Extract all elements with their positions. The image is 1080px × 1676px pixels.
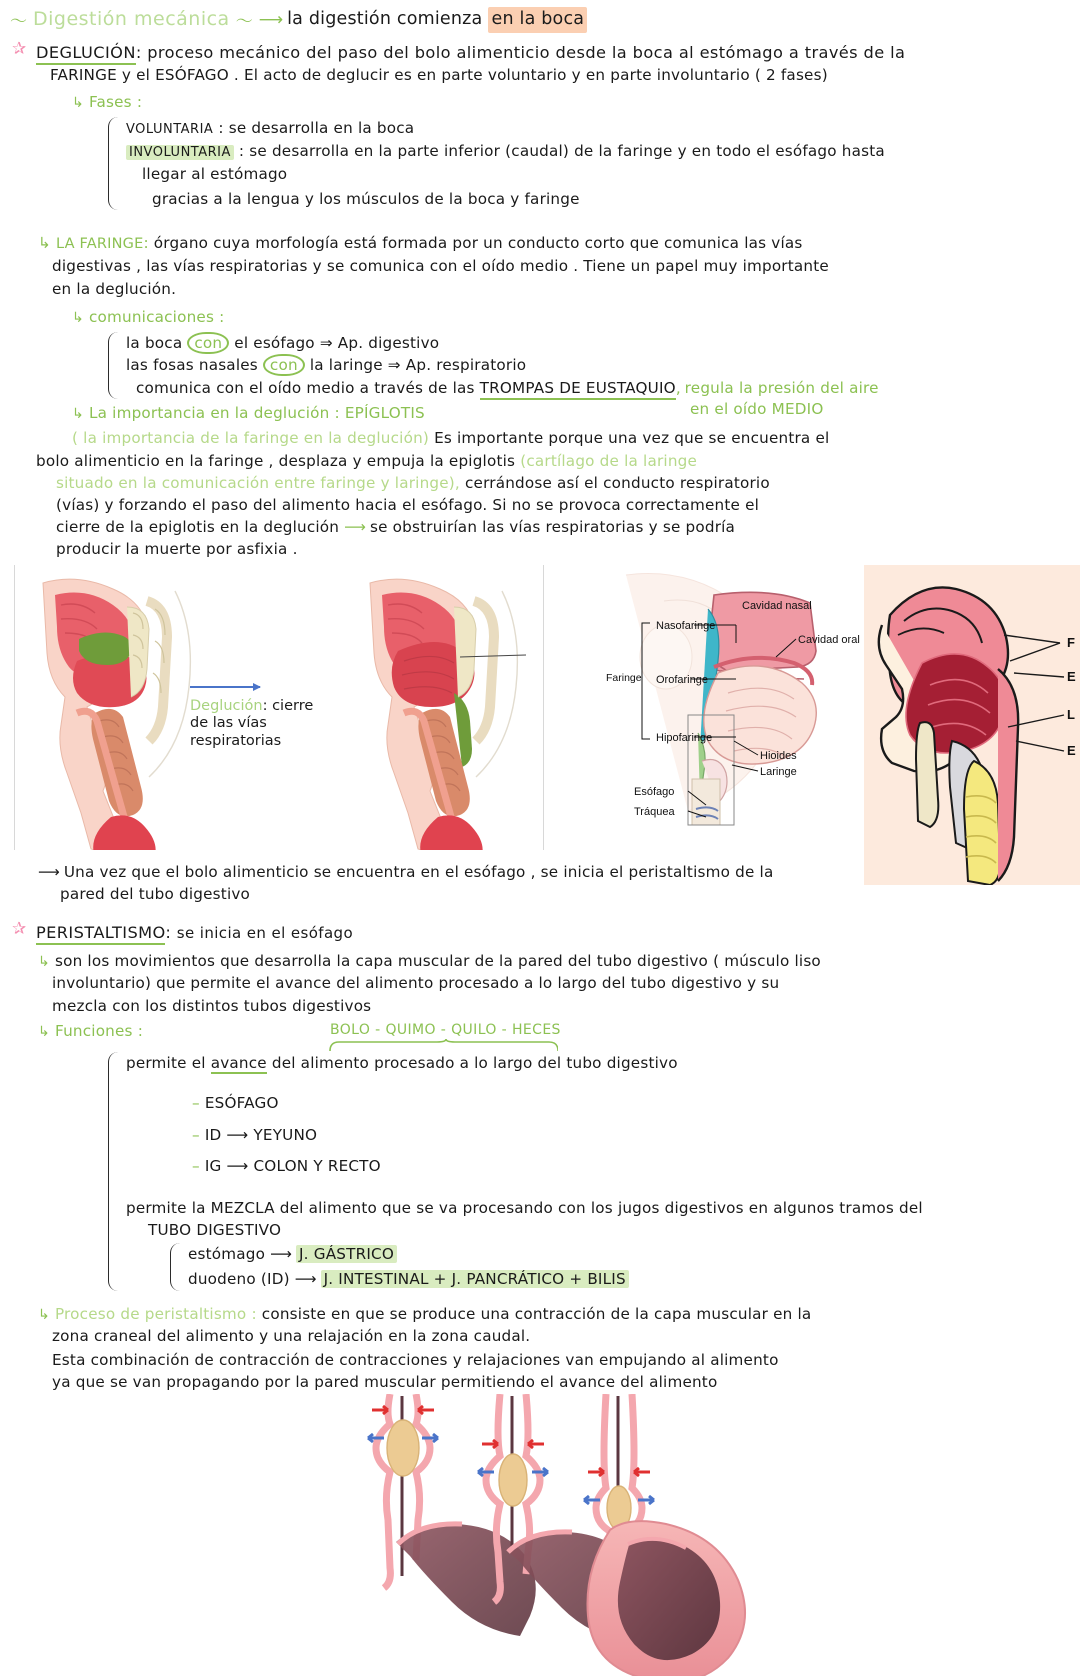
brace-icon [108, 117, 120, 210]
fases-group [108, 117, 1080, 210]
figure-peristalsis [0, 1394, 1080, 1676]
avance-item-0: ESÓFAGO [204, 1094, 279, 1113]
peristaltismo-heading: PERISTALTISMO [36, 923, 165, 945]
page-title-text: Digestión mecánica [33, 8, 230, 30]
epiglotis-line3-green: situado en la comunicación entre faringe y laringe), [56, 473, 460, 492]
avance-item-1: ID ⟶ YEYUNO [204, 1125, 318, 1144]
epiglotis-line5-b: se obstruirían las vías respiratorias y se podría [369, 518, 736, 537]
faringe-line2: digestivas , las vías respiratorias y se comunica con el oído medio . Tiene un papel muy importante [52, 257, 829, 276]
mezcla-group [170, 1243, 1080, 1290]
peristaltismo-def-1 [38, 950, 1080, 972]
faringe-colon: : [143, 234, 149, 253]
funcion-avance-a: permite el [126, 1054, 211, 1073]
epiglotis-line-6: producir la muerte por asfixia . [56, 540, 298, 559]
faringe-line1: órgano cuya morfología está formada por un conducto corto que comunica las vías [153, 234, 803, 253]
fase-involuntaria-name: INVOLUNTARIA [126, 145, 234, 160]
trompas-pre: comunica con el oído medio a través de las [136, 378, 480, 397]
bolo-chain: BOLO - QUIMO - QUILO - HECES [330, 1021, 561, 1038]
faringe-line3: en la deglución. [52, 279, 177, 298]
sagittal-cut-label-0: F [1067, 634, 1075, 650]
figures-band [0, 565, 1080, 857]
funcion-avance [126, 1052, 1080, 1074]
sagittal-illustration [864, 565, 1080, 885]
avance-list [192, 1092, 1080, 1177]
arrow-icon-4: ⟶ [294, 1270, 316, 1289]
bolo-note-text-1: Una vez que el bolo alimenticio se encuentra en el esófago , se inicia el peristaltismo de la [63, 862, 774, 881]
mezcla-1-juice: J. INTESTINAL + J. PANCRÁTICO + BILIS [321, 1270, 629, 1288]
pharynx-bottom-1: Tráquea [634, 805, 675, 818]
figure-sagittal-cutoff [864, 565, 1080, 885]
mezcla-0-juice: J. GÁSTRICO [296, 1245, 397, 1263]
epiglotis-line-3 [56, 472, 1080, 494]
epiglotis-line-1 [72, 427, 1080, 449]
arrow-icon: ⟶ [258, 9, 282, 30]
deglucion-line2: FARINGE y el ESÓFAGO . El acto de deglucir es en parte voluntario y en parte involuntario ( 2 fases) [50, 66, 828, 85]
comunicacion-item-3 [136, 377, 1080, 399]
fase-involuntaria-text: se desarrolla en la parte inferior (caudal) de la faringe y en todo el esófago hasta [249, 141, 885, 160]
sagittal-cut-label-1: E [1067, 668, 1076, 684]
peristaltismo-definition [38, 950, 1080, 1017]
proceso-line-2: zona craneal del alimento y una relajación en la zona caudal. [52, 1327, 531, 1346]
peristaltismo-def-text-1: son los movimientos que desarrolla la capa muscular de la pared del tubo digestivo ( músculo liso [54, 951, 821, 970]
epiglotis-line-5 [56, 516, 1080, 538]
peristaltismo-def-3: mezcla con los distintos tubos digestivos [52, 996, 372, 1015]
swallow-caption-green: Deglución [190, 697, 263, 714]
mezcla-item [188, 1268, 1080, 1290]
fase-involuntaria-sep: : [238, 141, 245, 160]
epiglotis-label-row [72, 402, 1080, 424]
epiglotis-line2-black: bolo alimenticio en la faringe , desplaza y empuja la epiglotis [36, 451, 516, 470]
fase-voluntaria-name: VOLUNTARIA [126, 122, 214, 138]
faringe-block [38, 232, 1080, 300]
arrow-icon-2: ⟶ [38, 862, 59, 881]
figure-swallow-closed [282, 565, 544, 850]
epiglotis-body [36, 427, 1080, 560]
funcion-mezcla-1: permite la MEZCLA del alimento que se va procesando con los jugos digestivos en algunos tramos del [126, 1198, 923, 1217]
funcion-mezcla-2: TUBO DIGESTIVO [148, 1221, 282, 1240]
proceso-label: Proceso de peristaltismo : [54, 1304, 257, 1323]
sub-arrow-icon-5: ↳ [38, 953, 50, 970]
blue-arrow-icon [190, 686, 260, 688]
epiglotis-line3-black: cerrándose así el conducto respiratorio [464, 473, 770, 492]
title-tail-plain: la digestión comienza [287, 9, 483, 30]
brace-icon-2 [108, 332, 120, 399]
peristaltismo-heading-row [0, 918, 1080, 945]
swallow-caption-colon: : [262, 697, 268, 714]
peristaltismo-heading-line [36, 921, 353, 945]
funciones-header-row [0, 1020, 1080, 1042]
mezcla-0-organ: estómago [188, 1245, 266, 1264]
fases-cont-2: gracias a la lengua y los músculos de la boca y faringe [152, 190, 580, 209]
brace-icon-4 [170, 1243, 182, 1290]
comunicacion-item-1 [126, 332, 1080, 354]
proceso-line-3: Esta combinación de contracción de contracciones y relajaciones van empujando al alimento [52, 1351, 779, 1370]
proceso-line-4: ya que se van propagando por la pared muscular permitiendo el avance del alimento [52, 1373, 718, 1392]
deglucion-heading-row [0, 38, 1080, 87]
sub-arrow-icon-4: ↳ [72, 406, 84, 423]
long-arrow-icon: ⟶ [344, 518, 365, 537]
trompas-note-1: regula la presión del aire [684, 378, 879, 397]
deglucion-colon: : [135, 42, 142, 62]
comunicacion-2-circled: con [263, 354, 305, 376]
pharynx-part-1: Orofaringe [656, 673, 708, 686]
fase-involuntaria [126, 140, 1080, 163]
faringe-heading: LA FARINGE [55, 236, 144, 253]
deglucion-line1: proceso mecánico del paso del bolo alimenticio desde la boca al estómago a través de la [147, 42, 906, 62]
bolo-chain-brace-icon [328, 1039, 558, 1053]
star-icon: ✰ [12, 38, 27, 59]
sagittal-cut-label-3: E [1067, 742, 1076, 758]
pharynx-right-0: Cavidad nasal [742, 599, 812, 612]
epiglotis-line-4: (vías) y forzando el paso del alimento hacia el esófago. Si no se provoca correctamente el [56, 496, 760, 515]
brace-icon-3 [108, 1052, 120, 1291]
comunicacion-1-post: el esófago ⇒ Ap. digestivo [229, 334, 440, 353]
arrow-icon-3: ⟶ [270, 1245, 291, 1264]
page-title [0, 0, 1080, 34]
pharynx-right-2: Hioides [760, 749, 797, 762]
swallow-caption [190, 677, 320, 751]
avance-item [192, 1155, 1080, 1177]
star-icon-2: ✰ [12, 918, 27, 939]
sub-arrow-icon-7: ↳ [38, 1306, 50, 1323]
fase-voluntaria [126, 117, 1080, 140]
sub-arrow-icon-2: ↳ [38, 234, 51, 253]
proceso-block [38, 1303, 1080, 1394]
comunicaciones-label-row [72, 306, 1080, 328]
comunicaciones-label: comunicaciones : [88, 307, 225, 326]
avance-item-2: IG ⟶ COLON Y RECTO [204, 1156, 381, 1175]
pharynx-illustration [546, 565, 864, 850]
faringe-heading-row [38, 232, 1080, 255]
epiglotis-line-2 [36, 450, 1080, 472]
epiglotis-line5-a: cierre de la epiglotis en la deglución [56, 518, 340, 537]
comunicacion-2-pre: las fosas nasales [126, 356, 263, 375]
epiglotis-line2-green: (cartílago de la laringe [520, 451, 698, 470]
dash-icon-3: – [192, 1156, 200, 1175]
fase-voluntaria-sep: : [218, 119, 224, 138]
funciones-group [108, 1052, 1080, 1291]
peristaltismo-colon: : [165, 922, 172, 942]
trompas-underlined: TROMPAS DE EUSTAQUIO [480, 379, 676, 400]
avance-item [192, 1092, 1080, 1114]
bolo-note-line-2: pared del tubo digestivo [60, 884, 251, 903]
epiglotis-label: La importancia en la deglución : EPÍGLOTIS [88, 404, 425, 423]
funciones-label: Funciones : [54, 1021, 144, 1040]
pharynx-right-1: Cavidad oral [798, 633, 860, 646]
deglucion-heading-line [36, 41, 1080, 65]
dash-icon-2: – [192, 1125, 200, 1144]
fase-voluntaria-text: se desarrolla en la boca [228, 119, 415, 138]
sub-arrow-icon: ↳ [72, 94, 84, 111]
mezcla-1-organ: duodeno (ID) [188, 1270, 290, 1289]
comunicacion-1-pre: la boca [126, 334, 188, 353]
deglucion-heading: DEGLUCIÓN [36, 43, 136, 65]
pharynx-right-3: Laringe [760, 765, 797, 778]
swallow-caption-l1: cierre [272, 697, 314, 714]
funcion-avance-b: del alimento procesado a lo largo del tubo digestivo [266, 1054, 678, 1073]
swallow-caption-l3: respiratorias [190, 732, 282, 749]
squiggle-icon-2: 〜 [235, 12, 253, 33]
funcion-avance-underlined: avance [210, 1054, 267, 1073]
epiglotis-paren: ( la importancia de la faringe en la deglución) [72, 429, 430, 448]
sub-arrow-icon-6: ↳ [38, 1023, 50, 1040]
peristaltismo-subtitle: se inicia en el esófago [176, 923, 354, 942]
proceso-line-1 [38, 1303, 1080, 1325]
comunicaciones-group [108, 332, 1080, 399]
pharynx-part-0: Nasofaringe [656, 619, 716, 632]
swallow-caption-l2: de las vías [190, 715, 267, 732]
proceso-text-1: consiste en que se produce una contracción de la capa muscular en la [261, 1304, 812, 1323]
hook-icon: , [675, 378, 680, 397]
pharynx-group-label: Faringe [606, 671, 642, 684]
trompas-note-2: en el oído MEDIO [690, 399, 824, 418]
mezcla-item [188, 1243, 1080, 1265]
fases-label-row [72, 91, 1080, 113]
peristaltismo-def-2: involuntario) que permite el avance del alimento procesado a lo largo del tubo digestivo y su [52, 974, 780, 993]
pharynx-bottom-0: Esófago [634, 785, 675, 798]
comunicacion-1-circled: con [187, 332, 229, 354]
peristalsis-illustration [330, 1394, 760, 1676]
sagittal-cut-label-2: L [1067, 706, 1075, 722]
dash-icon: – [192, 1094, 200, 1113]
epiglotis-line1-black: Es importante porque una vez que se encuentra el [434, 429, 830, 448]
title-tail-highlight: en la boca [488, 7, 587, 33]
fases-label: Fases : [88, 92, 143, 111]
sub-arrow-icon-3: ↳ [72, 309, 84, 326]
figure-pharynx-regions [546, 565, 864, 850]
pharynx-part-2: Hipofaringe [656, 731, 713, 744]
peristalsis-stage-3 [584, 1394, 745, 1676]
fases-cont-1: llegar al estómago [142, 164, 288, 183]
avance-item [192, 1124, 1080, 1146]
comunicacion-item-2 [126, 354, 1080, 376]
comunicacion-2-post: la laringe ⇒ Ap. respiratorio [304, 356, 527, 375]
squiggle-icon: 〜 [10, 12, 27, 33]
